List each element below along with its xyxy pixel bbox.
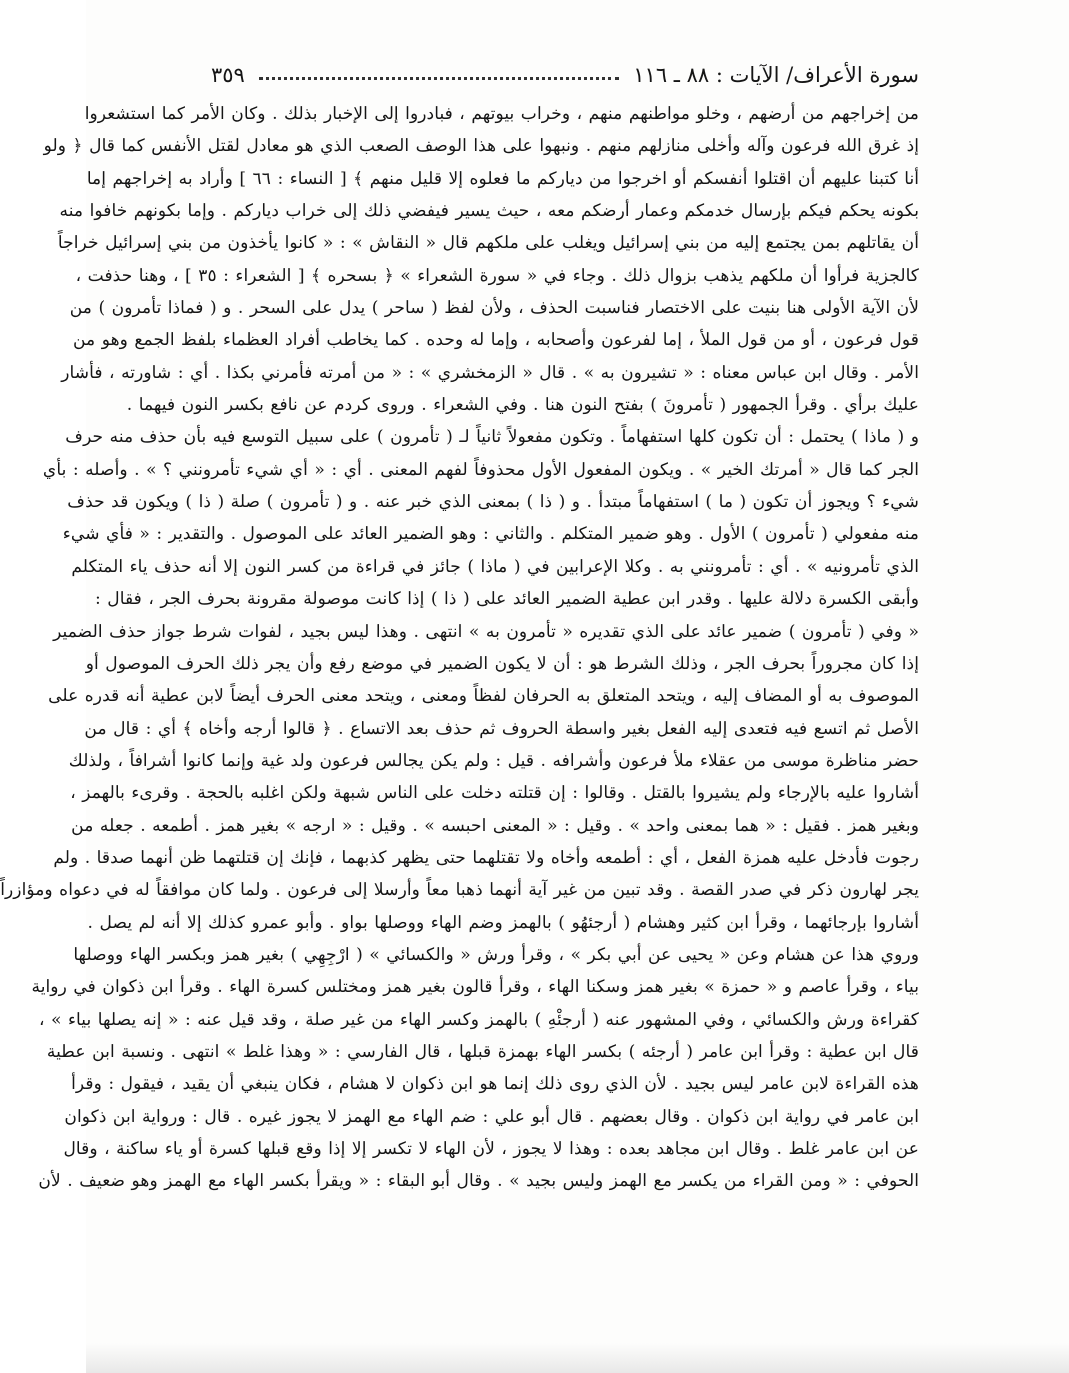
text-line: ابن عامر في رواية ابن ذكوان . وقال بعضهم . قال أبو علي : ضم الهاء مع الهمز لا يجوز غيره . قال : ورواية ابن ذكوان xyxy=(64,1106,919,1127)
text-line: إذا كان مجروراً بحرف الجر ، وذلك الشرط هو : أن لا يكون الضمير في موضع رفع وأن يجر ذلك الحرف الموصول أو xyxy=(85,653,919,674)
text-line: عليك برأي . وقرأ الجمهور ( تأمرونَ ) بفتح النون هنا . وفي الشعراء . وروى كردم عن نافع بكسر النون فيهما . xyxy=(126,395,919,416)
text-line: أشاروا بإرجائهما ، وقرأ ابن كثير وهشام ( أرجئهُو ) بالهمز وضم الهاء ووصلها بواو . وأبو عمرو كذلك إلا أنه لم يصل . xyxy=(87,912,919,933)
text-line: الحوفي : « ومن القراء من يكسر مع الهمز وليس بجيد » . وقال أبو البقاء : « ويقرأ بكسر الهاء مع الهمز وهو ضعيف . لأن xyxy=(38,1171,919,1192)
text-line: هذه القراءة لابن عامر ليس بجيد . لأن الذي روى ذلك إنما هو ابن ذكوان لا هشام ، فكان ينبغي أن يقيد ، فيقول : وقرأ xyxy=(71,1074,919,1095)
text-line: شيء ؟ ويجوز أن تكون ( ما ) استفهاماً مبتدأ . و ( ذا ) بمعنى الذي خبر عنه . و ( تأمرون ) صلة ( ذا ) ويكون قد حذف xyxy=(67,492,919,513)
text-line: إذ غرق الله فرعون وآله وأخلى منازلهم منهم . ونبهوا على هذا الوصف الصعب الذي هو معادل لقتل الأنفس كما قال ﴿ ولو xyxy=(43,136,919,157)
text-line: لأن الآية الأولى هنا بنيت على الاختصار فناسبت الحذف ، ولأن لفظ ( ساحر ) يدل على السحر . و ( فماذا تأمرون ) من xyxy=(69,298,919,319)
text-line: أشاروا عليه بالإرجاء ولم يشيروا بالقتل . وقالوا : إن قتلته دخلت على الناس شبهة ولكن اغلبه بالحجة . وقرىء بالهمز ، xyxy=(70,783,919,804)
text-line: قول فرعون ، أو من قول الملأ ، إما لفرعون وأصحابه ، وإما له وحده . كما يخاطب أفراد العظماء بلفظ الجمع وهو من xyxy=(72,330,919,351)
page-number: ٣٥٩ xyxy=(211,63,245,87)
scan-edge-shadow xyxy=(86,1343,1069,1373)
text-line: الأصل ثم اتسع فيه فتعدى إليه الفعل بغير واسطة الحروف ثم حذف بعد الاتساع . ﴿ قالوا أرجه وأخاه ﴾ أي : قال من xyxy=(84,718,919,739)
text-line: منه مفعولي ( تأمرون ) الأول . وهو ضمير المتكلم . والثاني : وهو الضمير العائد على الموصول . والتقدير : « فأي شيء xyxy=(62,524,919,545)
text-line: كقراءة ورش والكسائي ، وفي المشهور عنه ( أرجئْهِ ) بالهمز وكسر الهاء من غير صلة ، وقد قيل عنه : « إنه يصلها بياء » ، xyxy=(38,1009,919,1030)
running-title: سورة الأعراف/ الآيات : ٨٨ ـ ١١٦ xyxy=(633,63,919,87)
text-line: عن ابن عامر غلط . وقال ابن مجاهد بعده : وهذا لا يجوز ، لأن الهاء لا تكسر إلا إذا وقع قبلها كسرة أو ياء ساكنة ، وقال xyxy=(63,1139,919,1159)
text-line: الجر كما قال « أمرتك الخير » . ويكون المفعول الأول محذوفاً لفهم المعنى . أي : « أي شيء تأمرونني ؟ » . وأصله : بأي xyxy=(42,459,919,480)
text-line: الموصوف به أو المضاف إليه ، ويتحد المتعلق به الحرفان لفظاً ومعنى ، ويتحد معنى الحرف أيضاً لابن عطية أنه قدره على xyxy=(48,686,919,707)
text-line: من إخراجهم من أرضهم ، وخلو مواطنهم منهم ، وخراب بيوتهم ، فبادروا إلى الإخبار بذلك . وكان الأمر كما استشعروا xyxy=(84,104,919,124)
text-line: الذي تأمرونيه » . أي : تأمرونني به . وكلا الإعرابين في ( ماذا ) جائز في قراءة من كسر النون إلا أنه حذف ياء المتكلم xyxy=(71,556,919,577)
text-line: قال ابن عطية : وقرأ ابن عامر ( أرجئه ) بكسر الهاء بهمزة قبلها ، قال الفارسي : « وهذا غلط » انتهى . ونسبة ابن عطية xyxy=(46,1041,919,1062)
body-text xyxy=(0,98,919,1198)
text-line: بياء ، وقرأ عاصم و « حمزة » بغير همز وسكنا الهاء ، وقرأ قالون بغير همز ومختلس كسرة الهاء . وقرأ ابن ذكوان في رواية xyxy=(31,977,919,998)
text-line: يجر لهارون ذكر في صدر القصة . وقد تبين من غير آية أنهما ذهبا معاً وأرسلا إلى فرعون . ولما كان موافقاً له في دعواه ومؤازراً xyxy=(0,880,919,901)
text-line: رجوت فأدخل عليه همزة الفعل ، أي : أطمعه وأخاه ولا تقتلهما حتى يظهر كذبهما ، فإنك إن قتلتهما ظن أنهما صدقا . ولم xyxy=(53,847,919,868)
text-line: وبغير همز . فقيل : « هما بمعنى واحد » . وقيل : « المعنى احبسه » . وقيل : « ارجه » بغير همز . أطمعه . جعله من xyxy=(71,815,919,836)
text-line: أنا كتبنا عليهم أن اقتلوا أنفسكم أو اخرجوا من دياركم ما فعلوه إلا قليل منهم ﴾ [ النساء : ٦٦ ] وأراد به إخراجهم إما xyxy=(86,168,919,189)
text-line: و ( ماذا ) يحتمل : أن تكون كلها استفهاماً . وتكون مفعولاً ثانياً لـ ( تأمرون ) على سبيل التوسع فيه بأن حذف منه حرف xyxy=(65,427,919,448)
text-line: « وفي ( تأمرون ) ضمير عائد على الذي تقديره « تأمرون به » انتهى . وهذا ليس بجيد ، لفوات شرط جواز حذف الضمير xyxy=(53,621,919,642)
text-line: أن يقاتلهم بمن يجتمع إليه من بني إسرائيل ويغلب على ملكهم قال « النقاش » : « كانوا يأخذون من بني إسرائيل خراجاً xyxy=(57,233,919,254)
text-line: كالجزية فرأوا أن ملكهم يذهب بزوال ذلك . وجاء في « سورة الشعراء » ﴿ بسحره ﴾ [ الشعراء : ٣٥ ] ، وهنا حذفت ، xyxy=(75,265,919,286)
text-line: حضر مناظرة موسى من عقلاء ملأ فرعون وأشرافه . قيل : ولم يكن يجالس فرعون ولد غية وإنما كانوا أشرافاً ، ولذلك xyxy=(68,750,919,771)
text-line: بكونه يحكم فيكم بإرسال خدمكم وعمار أرضكم معه ، حيث يسير فيفضي ذلك إلى خراب دياركم . وإما بكونهم خافوا منه xyxy=(59,201,919,222)
text-line: الأمر . وقال ابن عباس معناه : « تشيرون به » . قال « الزمخشري » : « من أمرته فأمرني بكذا . أي : شاورته ، فأشار xyxy=(61,362,919,383)
page-header xyxy=(211,58,919,92)
text-line: وروي هذا عن هشام وعن « يحيى عن أبي بكر » ، وقرأ ورش « والكسائي » ( ارْجِهِي ) بغير همز وبكسر الهاء ووصلها xyxy=(73,944,919,965)
header-dotted-leader xyxy=(259,77,619,80)
text-line: وأبقى الكسرة دلالة عليها . وقدر ابن عطية الضمير العائد على ( ذا ) إذا كانت موصولة مقرونة بحرف الجر ، فقال : xyxy=(95,589,919,610)
